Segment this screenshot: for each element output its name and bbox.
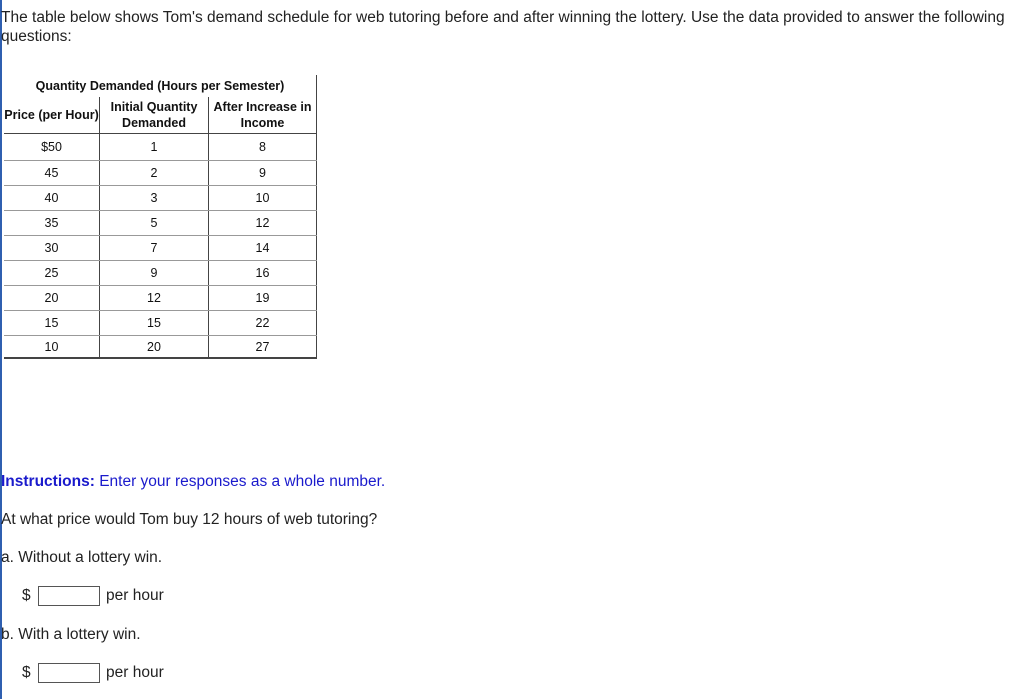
after-increase-cell: 12: [209, 211, 317, 236]
header-initial-quantity: Initial Quantity Demanded: [100, 97, 209, 134]
table-row: [4, 211, 317, 236]
part-a-answer-row: [22, 586, 164, 606]
price-cell: 15: [4, 311, 100, 336]
initial-quantity-cell: 15: [100, 311, 209, 336]
unit-label: per hour: [106, 587, 164, 604]
instructions: [1, 473, 385, 491]
instructions-text: Enter your responses as a whole number.: [99, 473, 386, 490]
price-cell: 45: [4, 161, 100, 186]
after-increase-cell: 10: [209, 186, 317, 211]
after-increase-cell: 16: [209, 261, 317, 286]
table-row: [4, 336, 317, 359]
currency-symbol: $: [22, 587, 31, 604]
initial-quantity-cell: 20: [100, 336, 209, 359]
part-b-answer-row: [22, 663, 164, 683]
part-a-label: a. Without a lottery win.: [1, 549, 163, 566]
unit-label: per hour: [106, 664, 164, 681]
table-row: [4, 311, 317, 336]
part-b-label: b. With a lottery win.: [1, 626, 141, 643]
after-increase-cell: 22: [209, 311, 317, 336]
price-cell: 25: [4, 261, 100, 286]
part-b-price-input[interactable]: [38, 663, 100, 683]
header-price: Price (per Hour): [4, 97, 100, 134]
price-cell: 35: [4, 211, 100, 236]
initial-quantity-cell: 7: [100, 236, 209, 261]
question-text: At what price would Tom buy 12 hours of web tutoring?: [1, 511, 378, 528]
initial-quantity-cell: 2: [100, 161, 209, 186]
price-cell: 20: [4, 286, 100, 311]
table-row: [4, 236, 317, 261]
after-increase-cell: 8: [209, 134, 317, 161]
initial-quantity-cell: 12: [100, 286, 209, 311]
table-row: [4, 186, 317, 211]
price-cell: 30: [4, 236, 100, 261]
table-row: [4, 261, 317, 286]
table-row: [4, 286, 317, 311]
instructions-label: Instructions:: [1, 473, 95, 490]
table-row: [4, 161, 317, 186]
price-cell: 10: [4, 336, 100, 359]
table-body: [4, 134, 317, 359]
left-border-rule: [0, 0, 2, 699]
after-increase-cell: 19: [209, 286, 317, 311]
intro-text: The table below shows Tom's demand schedule for web tutoring before and after winning the lottery. Use the data provided to answer the following questions:: [1, 9, 1005, 45]
after-increase-cell: 9: [209, 161, 317, 186]
table-row: [4, 134, 317, 161]
price-cell: $50: [4, 134, 100, 161]
table-caption: Quantity Demanded (Hours per Semester): [4, 75, 317, 97]
after-increase-cell: 27: [209, 336, 317, 359]
initial-quantity-cell: 3: [100, 186, 209, 211]
initial-quantity-cell: 9: [100, 261, 209, 286]
demand-schedule-table: [4, 75, 317, 359]
header-after-increase: After Increase in Income: [209, 97, 317, 134]
initial-quantity-cell: 5: [100, 211, 209, 236]
currency-symbol: $: [22, 664, 31, 681]
part-a-price-input[interactable]: [38, 586, 100, 606]
price-cell: 40: [4, 186, 100, 211]
after-increase-cell: 14: [209, 236, 317, 261]
initial-quantity-cell: 1: [100, 134, 209, 161]
